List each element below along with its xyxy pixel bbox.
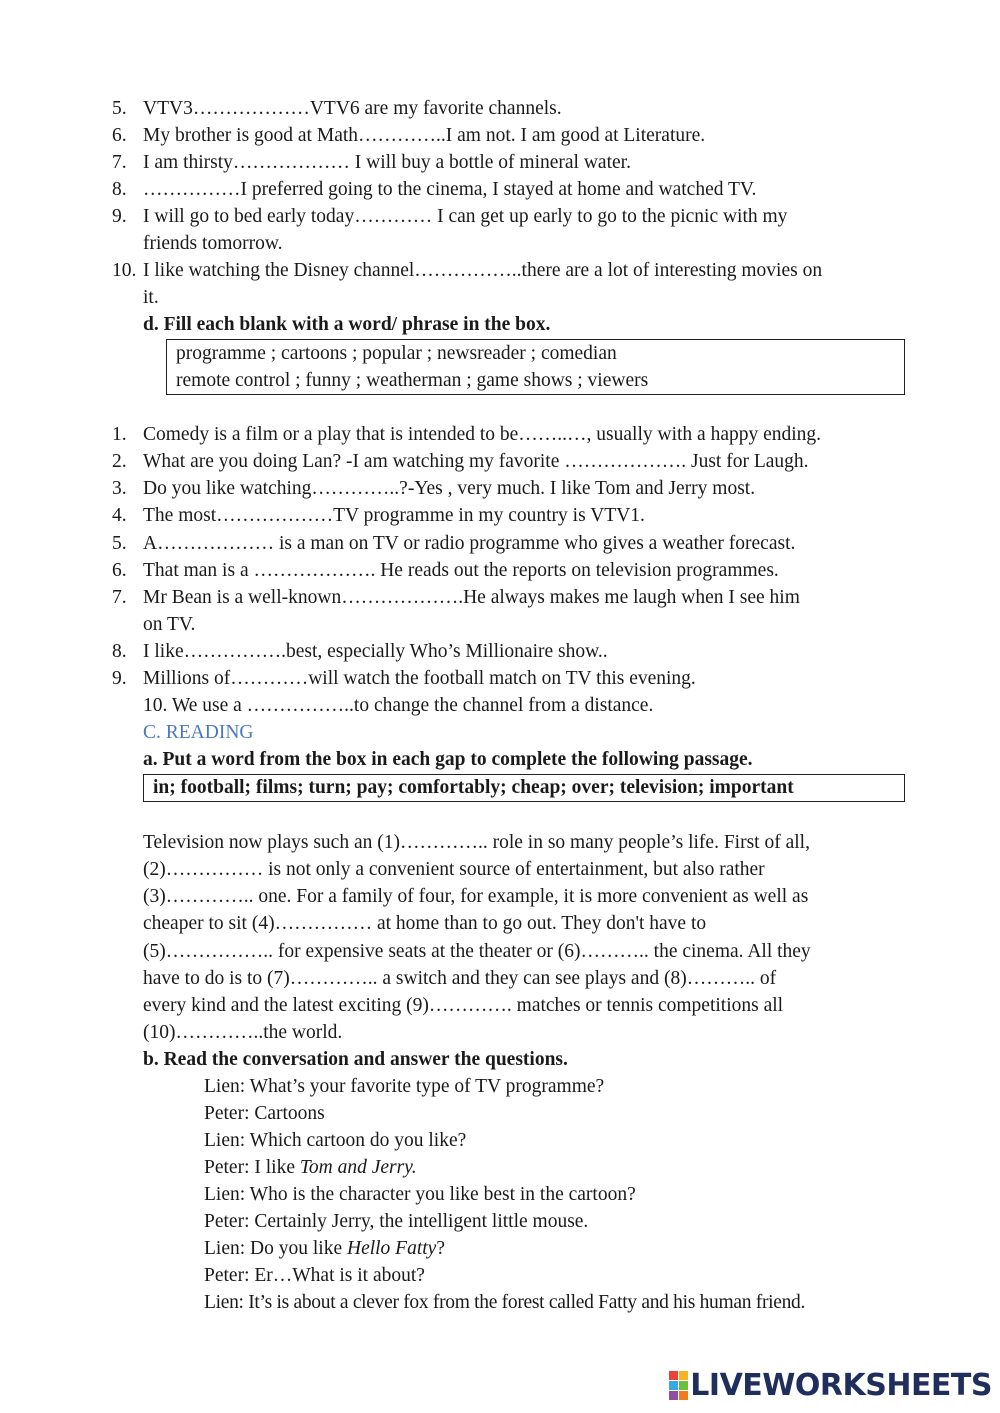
item-text: Millions of…………will watch the football match on TV this evening.	[143, 668, 696, 689]
passage-line: have to do is to (7)………….. a switch and they can see plays and (8)……….. of	[143, 968, 777, 989]
dialogue-text: Lien: Which cartoon do you like?	[204, 1130, 467, 1151]
item-number: 10.	[112, 260, 137, 281]
dialogue-line	[204, 1154, 417, 1181]
item-text: I like…………….best, especially Who’s Millionaire show..	[143, 641, 608, 662]
dialogue-line	[204, 1262, 425, 1289]
list-item: 10. We use a ……………..to change the channel from a distance.	[143, 695, 654, 716]
dialogue-text: Peter: I like	[204, 1157, 300, 1178]
item-text: A……………… is a man on TV or radio programme who gives a weather forecast.	[143, 533, 796, 554]
dialogue-title-italic: Hello Fatty	[346, 1238, 437, 1259]
item-text: I am thirsty……………… I will buy a bottle of mineral water.	[143, 152, 631, 173]
passage-line: (2)…………… is not only a convenient source of entertainment, but also rather	[143, 859, 765, 880]
item-number: 2.	[112, 451, 127, 472]
item-text: it.	[143, 287, 159, 308]
dialogue-title-italic: Tom and Jerry.	[299, 1157, 417, 1178]
item-text: The most………………TV programme in my country is VTV1.	[143, 505, 645, 526]
dialogue-line	[204, 1073, 604, 1100]
item-number: 8.	[112, 179, 127, 200]
dialogue-text: Lien: It’s is about a clever fox from the forest called Fatty and his human friend.	[204, 1292, 806, 1313]
item-text: Mr Bean is a well-known……………….He always makes me laugh when I see him	[143, 587, 800, 608]
section-heading: b. Read the conversation and answer the questions.	[143, 1049, 568, 1070]
logo-text: LIVEWORKSHEETS	[690, 1367, 992, 1403]
item-number: 8.	[112, 641, 127, 662]
dialogue-line	[204, 1289, 805, 1316]
item-number: 1.	[112, 424, 127, 445]
item-number: 5.	[112, 98, 127, 119]
item-number: 9.	[112, 206, 127, 227]
word-box-line: programme ; cartoons ; popular ; newsreader ; comedian	[176, 343, 617, 364]
passage-line: (5)…………….. for expensive seats at the theater or (6)……….. the cinema. All they	[143, 941, 811, 962]
word-box-line: in; football; films; turn; pay; comfortably; cheap; over; television; important	[153, 777, 794, 798]
dialogue-line	[204, 1208, 588, 1235]
passage-line: Television now plays such an (1)………….. role in so many people’s life. First of all,	[143, 832, 810, 853]
dialogue-text: Peter: Certainly Jerry, the intelligent little mouse.	[204, 1211, 589, 1232]
dialogue-text: Peter: Er…What is it about?	[204, 1265, 425, 1286]
logo-grid-icon	[669, 1371, 688, 1400]
item-text: I like watching the Disney channel……………..there are a lot of interesting movies on	[143, 260, 823, 281]
item-number: 5.	[112, 533, 127, 554]
section-heading: a. Put a word from the box in each gap to complete the following passage.	[143, 749, 753, 770]
item-text: friends tomorrow.	[143, 233, 283, 254]
item-number: 9.	[112, 668, 127, 689]
section-title: C. READING	[143, 722, 254, 743]
item-text: My brother is good at Math…………..I am not. I am good at Literature.	[143, 125, 706, 146]
word-box-line: remote control ; funny ; weatherman ; game shows ; viewers	[176, 370, 649, 391]
dialogue-text: Peter: Cartoons	[204, 1103, 325, 1124]
passage-line: (10)…………..the world.	[143, 1022, 343, 1043]
item-text: VTV3………………VTV6 are my favorite channels.	[143, 98, 562, 119]
item-number: 6.	[112, 560, 127, 581]
dialogue-line	[204, 1127, 466, 1154]
item-text: Do you like watching…………..?-Yes , very much. I like Tom and Jerry most.	[143, 478, 756, 499]
item-text: ……………I preferred going to the cinema, I stayed at home and watched TV.	[143, 179, 757, 200]
item-number: 7.	[112, 152, 127, 173]
liveworksheets-logo	[669, 1365, 992, 1405]
item-text: Comedy is a film or a play that is intended to be……..…, usually with a happy ending.	[143, 424, 822, 445]
passage-line: every kind and the latest exciting (9)…………. matches or tennis competitions all	[143, 995, 784, 1016]
item-number: 3.	[112, 478, 127, 499]
item-text: on TV.	[143, 614, 196, 635]
dialogue-text: ?	[436, 1238, 445, 1259]
dialogue-line	[204, 1235, 445, 1262]
word-box	[166, 339, 905, 395]
dialogue-text: Lien: Who is the character you like best in the cartoon?	[204, 1184, 636, 1205]
passage-line: (3)………….. one. For a family of four, for example, it is more convenient as well as	[143, 886, 809, 907]
passage-line: cheaper to sit (4)…………… at home than to go out. They don't have to	[143, 913, 707, 934]
dialogue-text: Lien: Do you like	[204, 1238, 347, 1259]
item-number: 7.	[112, 587, 127, 608]
dialogue-line	[204, 1181, 636, 1208]
item-number: 4.	[112, 505, 127, 526]
item-text: I will go to bed early today………… I can get up early to go to the picnic with my	[143, 206, 788, 227]
item-number: 6.	[112, 125, 127, 146]
item-text: That man is a ………………. He reads out the reports on television programmes.	[143, 560, 779, 581]
word-box	[143, 774, 905, 802]
item-text: What are you doing Lan? -I am watching my favorite ………………. Just for Laugh.	[143, 451, 809, 472]
section-heading: d. Fill each blank with a word/ phrase in the box.	[143, 314, 551, 335]
dialogue-text: Lien: What’s your favorite type of TV programme?	[204, 1076, 605, 1097]
dialogue-line	[204, 1100, 325, 1127]
